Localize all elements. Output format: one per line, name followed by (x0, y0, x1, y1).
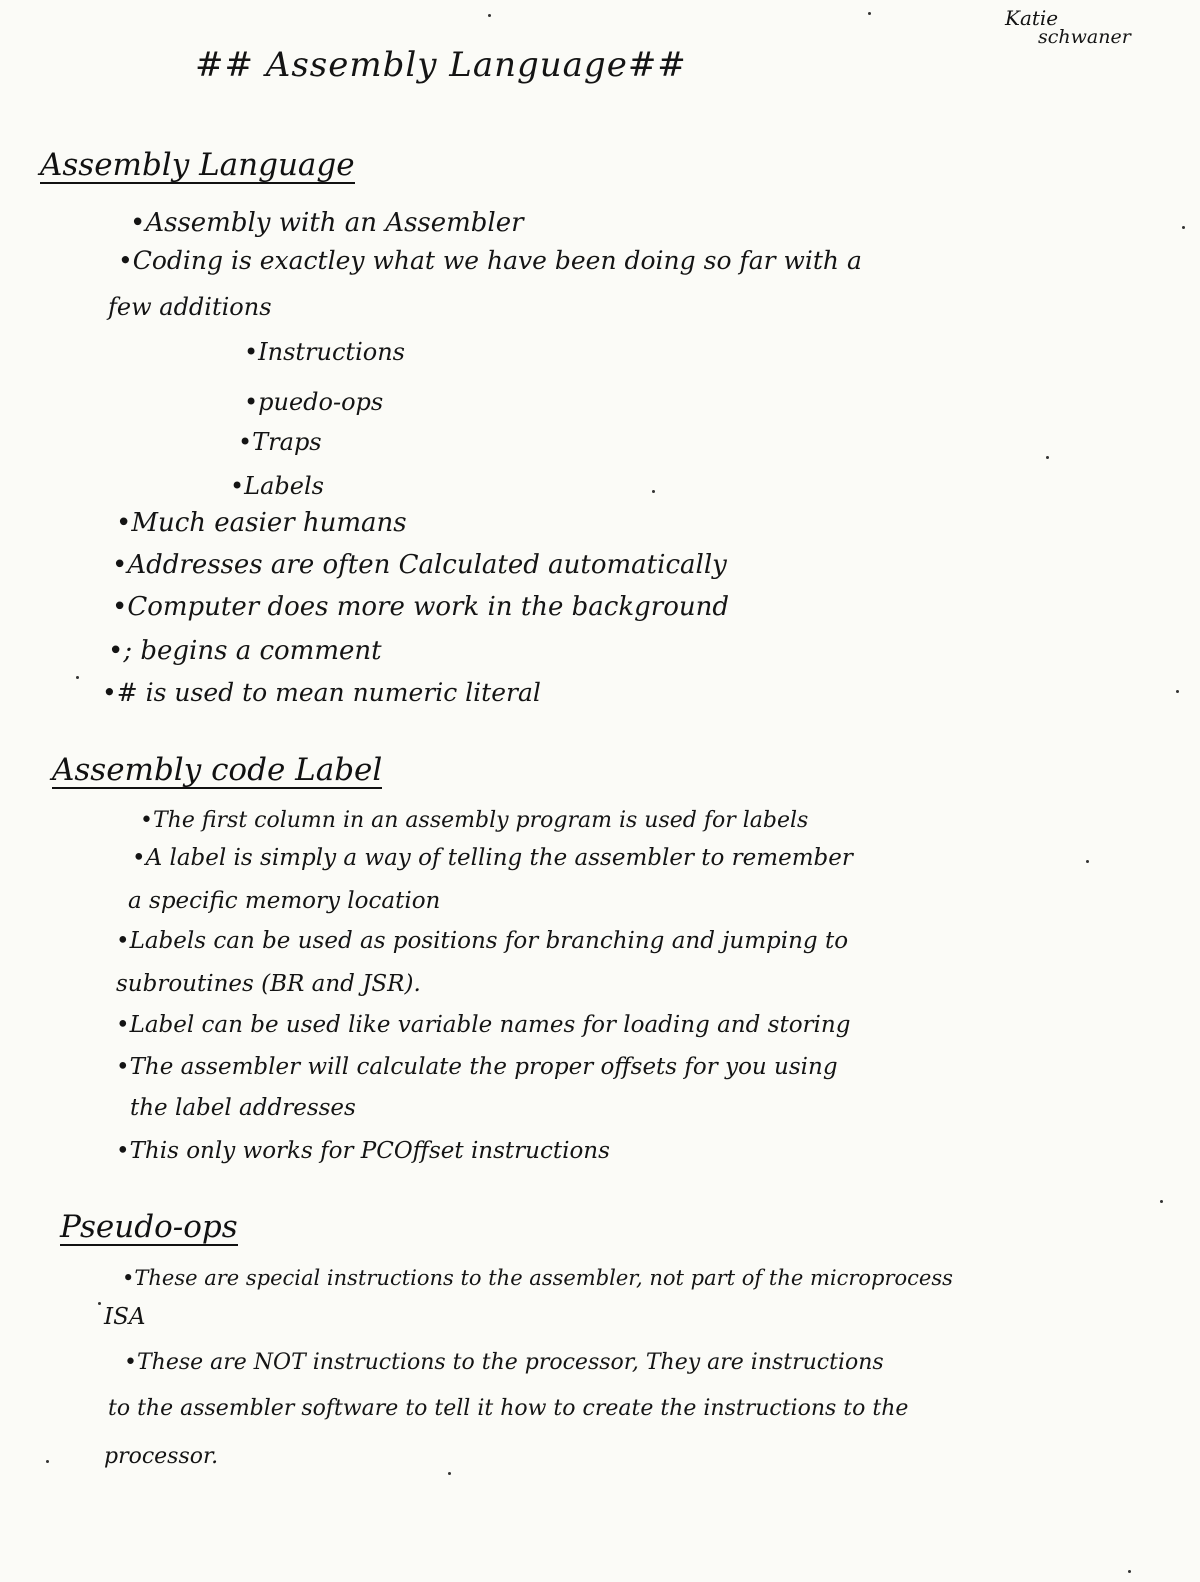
note-line: •Computer does more work in the background (112, 592, 729, 622)
note-line: the label addresses (130, 1095, 356, 1121)
scan-speck (1046, 456, 1049, 459)
note-line: •# is used to mean numeric literal (102, 678, 541, 707)
scan-speck (46, 1460, 49, 1463)
scan-speck (1182, 226, 1185, 229)
note-line: •; begins a comment (108, 636, 382, 666)
author-first-name: Katie (1005, 6, 1059, 30)
scan-speck (448, 1472, 451, 1475)
note-line: •These are NOT instructions to the processor, They are instructions (124, 1350, 884, 1375)
section-heading-pseudo-ops: Pseudo-ops (60, 1209, 238, 1245)
author-last-name: schwaner (1038, 26, 1131, 48)
scan-speck (1176, 690, 1179, 693)
scan-speck (868, 12, 871, 15)
note-line: few additions (108, 293, 272, 321)
note-line: •Instructions (244, 338, 405, 366)
scan-speck (1086, 860, 1089, 863)
note-line: ISA (104, 1304, 146, 1330)
note-line: •The first column in an assembly program is used for labels (140, 808, 809, 833)
note-line: •These are special instructions to the assembler, not part of the microprocess (122, 1266, 953, 1290)
section-heading-assembly-language: Assembly Language (40, 147, 355, 183)
note-line: •puedo-ops (244, 388, 384, 416)
note-line: •Much easier humans (116, 508, 407, 538)
note-line: •Label can be used like variable names for loading and storing (116, 1012, 851, 1038)
note-line: •A label is simply a way of telling the assembler to remember (132, 845, 853, 871)
note-line: •The assembler will calculate the proper offsets for you using (116, 1054, 838, 1080)
note-line: subroutines (BR and JSR). (116, 971, 421, 997)
note-line: •Labels (230, 472, 324, 500)
note-line: •Addresses are often Calculated automatically (112, 550, 727, 580)
scan-speck (76, 676, 79, 679)
note-line: •This only works for PCOffset instructions (116, 1138, 610, 1164)
note-line: to the assembler software to tell it how to create the instructions to the (108, 1396, 909, 1421)
page-title: ## Assembly Language## (195, 45, 687, 85)
note-line: a specific memory location (128, 888, 441, 914)
note-line: •Labels can be used as positions for branching and jumping to (116, 928, 849, 954)
scan-speck (1128, 1570, 1131, 1573)
scan-speck (1160, 1200, 1163, 1203)
note-line: •Assembly with an Assembler (130, 208, 524, 238)
note-line: •Coding is exactley what we have been doing so far with a (118, 246, 862, 275)
scan-speck (488, 14, 491, 17)
note-line: processor. (104, 1444, 219, 1469)
note-line: •Traps (238, 428, 322, 456)
scan-speck (98, 1302, 101, 1305)
scan-speck (652, 490, 655, 493)
section-heading-assembly-code-label: Assembly code Label (52, 752, 383, 788)
